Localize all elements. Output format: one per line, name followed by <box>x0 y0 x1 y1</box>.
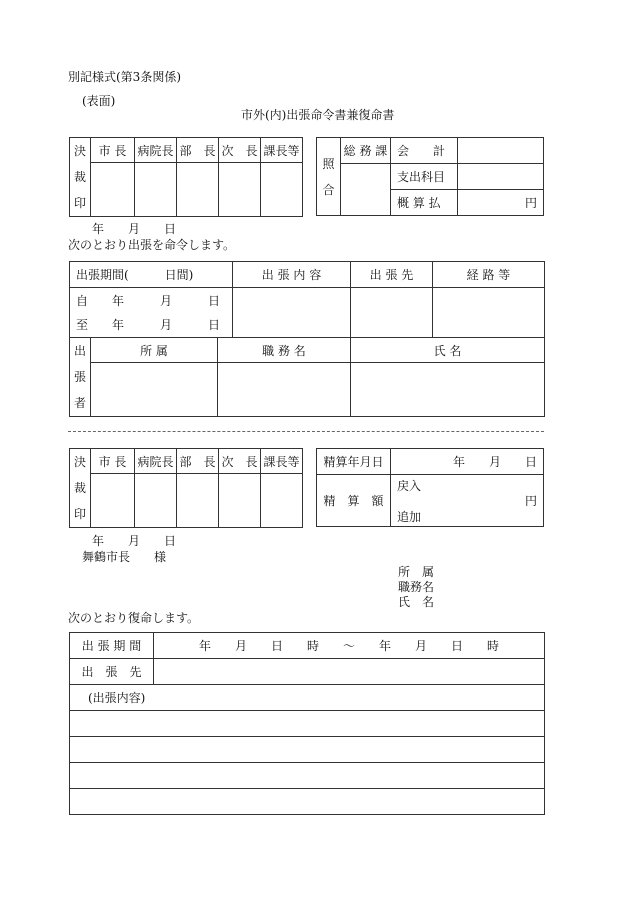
settlement-amount-cell[interactable] <box>391 475 544 527</box>
approval-col-hospital-director: 病院長 <box>135 449 177 474</box>
report-date: 年 月 日 <box>92 534 177 548</box>
approval-col-mayor: 市 長 <box>91 449 135 474</box>
approval-table-bottom <box>69 448 303 528</box>
report-addressee: 舞鶴市長 様 <box>82 550 167 564</box>
report-field-name: 氏 名 <box>398 595 435 609</box>
report-field-dept: 所 属 <box>398 565 435 579</box>
settlement-yen: 円 <box>524 494 537 508</box>
check-accounting-value[interactable] <box>458 138 544 164</box>
report-content-line[interactable] <box>70 711 545 737</box>
approval-seal-box[interactable] <box>135 474 177 528</box>
check-dept-label: 総 務 課 <box>341 138 391 164</box>
check-side-label: 照 合 <box>317 138 341 216</box>
settlement-return-label: 戻入 <box>397 479 422 493</box>
approval-seal-box[interactable] <box>261 163 303 217</box>
settlement-date-value[interactable]: 年 月 日 <box>391 449 544 475</box>
order-date: 年 月 日 <box>92 222 177 236</box>
approval-side-label: 決 裁 印 <box>70 449 91 528</box>
report-destination-label: 出 張 先 <box>70 659 154 685</box>
report-statement: 次のとおり復命します。 <box>68 611 200 625</box>
report-table <box>69 632 545 815</box>
check-expense-item-label: 支出科目 <box>391 164 458 190</box>
report-content-label: (出張内容) <box>70 685 545 711</box>
travelers-title-cell[interactable] <box>218 363 351 417</box>
settlement-date-label: 精算年月日 <box>317 449 391 475</box>
trip-route-cell[interactable] <box>433 288 545 338</box>
approval-seal-box[interactable] <box>91 474 135 528</box>
check-expense-item-value[interactable] <box>458 164 544 190</box>
page-title: 市外(内)出張命令書兼復命書 <box>241 108 395 122</box>
approval-seal-box[interactable] <box>219 163 261 217</box>
settlement-add-label: 追加 <box>397 510 422 524</box>
approval-col-hospital-director: 病院長 <box>135 138 177 163</box>
approval-col-deputy: 次 長 <box>219 138 261 163</box>
trip-table <box>69 261 545 417</box>
approval-seal-box[interactable] <box>177 474 219 528</box>
approval-seal-box[interactable] <box>219 474 261 528</box>
trip-destination-header: 出 張 先 <box>351 262 433 288</box>
trip-route-header: 経 路 等 <box>433 262 545 288</box>
check-table <box>316 137 544 216</box>
approval-seal-box[interactable] <box>261 474 303 528</box>
approval-col-department-head: 部 長 <box>177 449 219 474</box>
approval-col-deputy: 次 長 <box>219 449 261 474</box>
trip-content-header: 出 張 内 容 <box>233 262 351 288</box>
approval-seal-box[interactable] <box>177 163 219 217</box>
trip-period-header: 出張期間( 日間) <box>70 262 233 288</box>
check-advance-value[interactable]: 円 <box>458 190 544 216</box>
travelers-name-header: 氏 名 <box>351 338 545 363</box>
approval-table-top <box>69 137 303 217</box>
check-dept-seal[interactable] <box>341 164 391 216</box>
check-accounting-label: 会 計 <box>391 138 458 164</box>
cut-line <box>68 431 544 432</box>
report-destination-value[interactable] <box>154 659 545 685</box>
settlement-table <box>316 448 544 527</box>
form-side: (表面) <box>82 94 116 108</box>
travelers-title-header: 職 務 名 <box>218 338 351 363</box>
form-number: 別記様式(第3条関係) <box>68 70 181 84</box>
approval-side-label: 決 裁 印 <box>70 138 91 217</box>
trip-to-date[interactable]: 至 年 月 日 <box>70 313 233 338</box>
approval-col-section-chief: 課長等 <box>261 449 303 474</box>
trip-destination-cell[interactable] <box>351 288 433 338</box>
trip-from-date[interactable]: 自 年 月 日 <box>70 288 233 313</box>
report-content-line[interactable] <box>70 737 545 763</box>
approval-seal-box[interactable] <box>135 163 177 217</box>
travelers-side-label: 出 張 者 <box>70 338 91 417</box>
approval-col-mayor: 市 長 <box>91 138 135 163</box>
trip-content-cell[interactable] <box>233 288 351 338</box>
order-statement: 次のとおり出張を命令します。 <box>68 238 236 252</box>
check-advance-label: 概 算 払 <box>391 190 458 216</box>
report-field-title: 職務名 <box>398 580 435 594</box>
approval-seal-box[interactable] <box>91 163 135 217</box>
approval-col-department-head: 部 長 <box>177 138 219 163</box>
approval-col-section-chief: 課長等 <box>261 138 303 163</box>
report-content-line[interactable] <box>70 789 545 815</box>
travelers-name-cell[interactable] <box>351 363 545 417</box>
report-period-label: 出 張 期 間 <box>70 633 154 659</box>
report-period-value[interactable]: 年 月 日 時 ～ 年 月 日 時 <box>154 633 545 659</box>
settlement-amount-label: 精 算 額 <box>317 475 391 527</box>
travelers-dept-cell[interactable] <box>91 363 218 417</box>
report-content-line[interactable] <box>70 763 545 789</box>
travelers-dept-header: 所 属 <box>91 338 218 363</box>
